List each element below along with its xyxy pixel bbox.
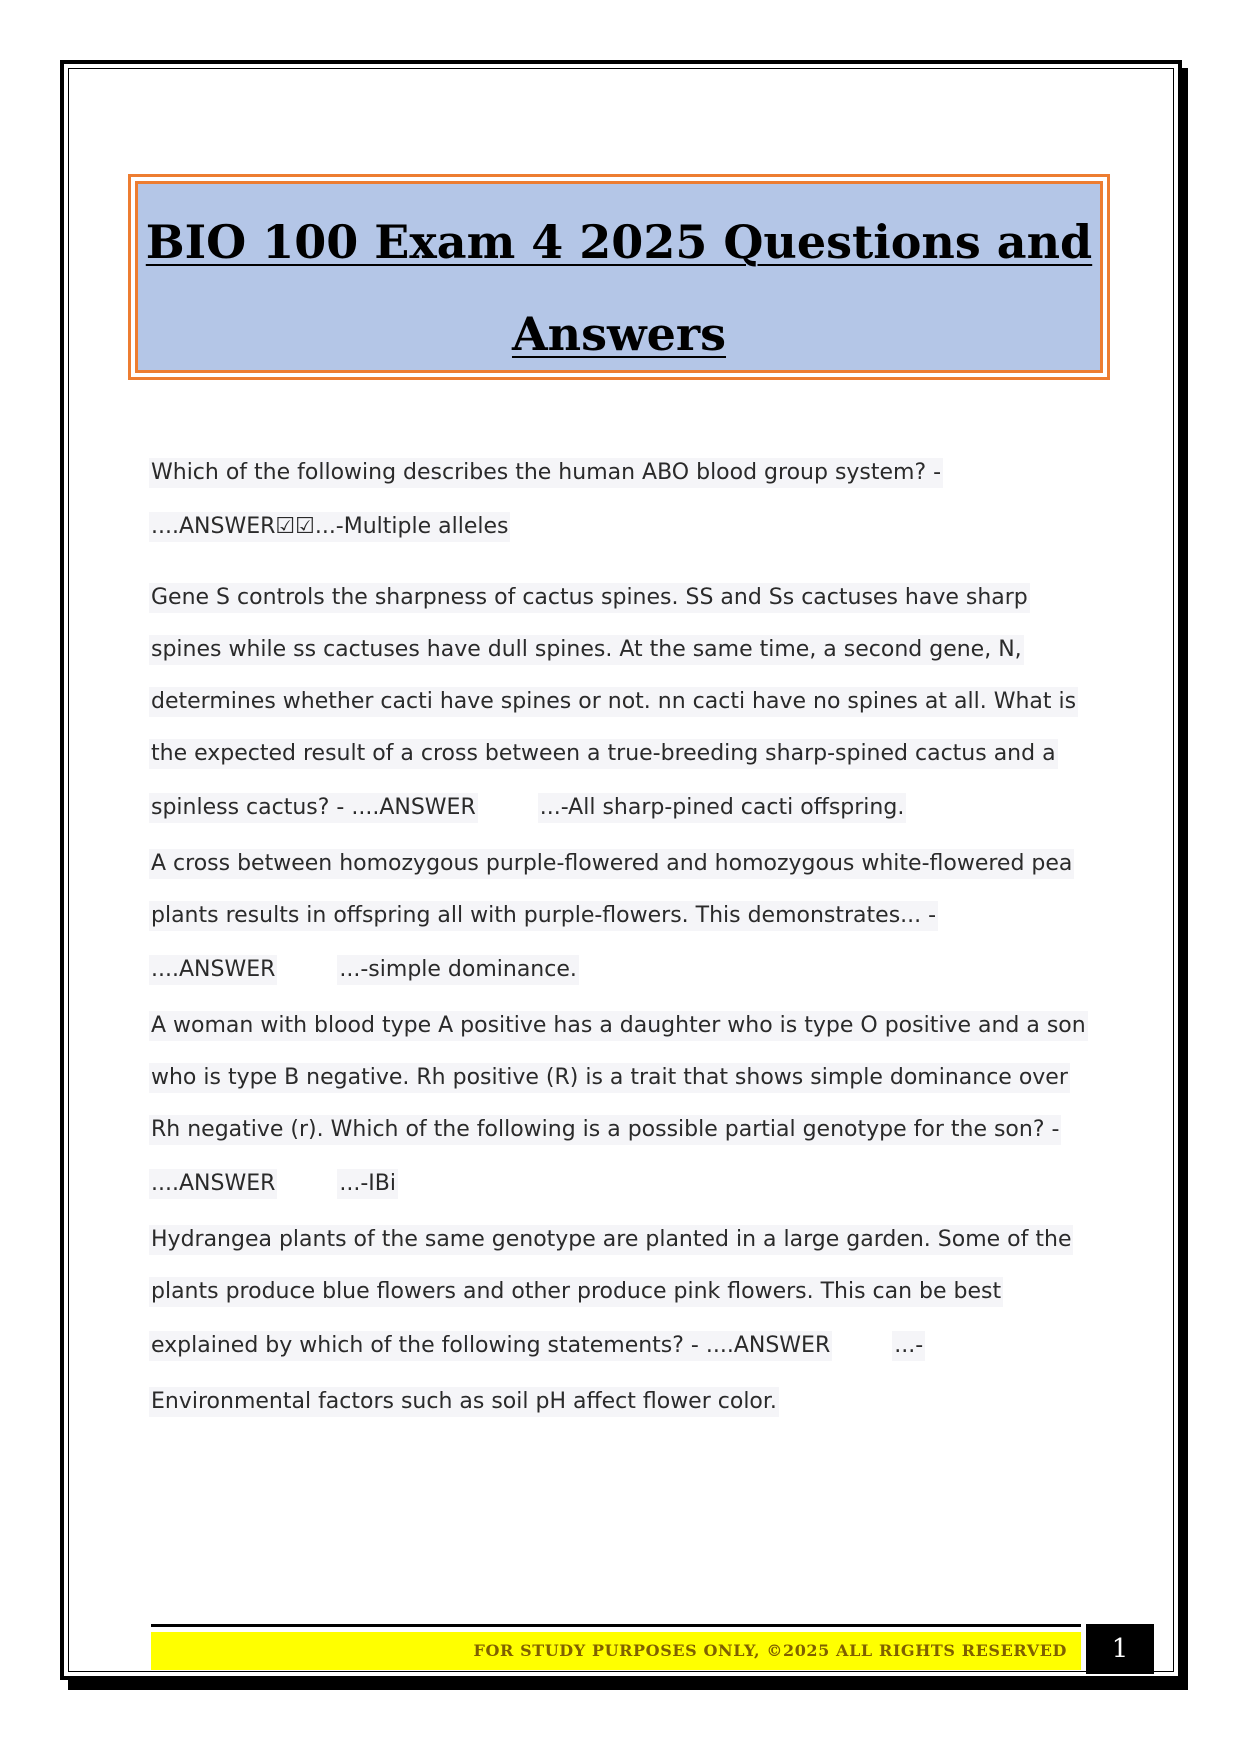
qa-line	[149, 739, 1058, 769]
answer-gap	[277, 961, 337, 983]
answer-label: ....ANSWER	[149, 1169, 277, 1199]
footer-divider	[151, 1624, 1081, 1627]
title-box-inner	[135, 181, 1103, 373]
answer-label: ....ANSWER	[149, 955, 277, 985]
answer-gap	[277, 1175, 337, 1197]
qa-line	[149, 583, 1030, 613]
question-text: spines while ss cactuses have dull spines. At the same time, a second gene, N,	[149, 635, 1024, 665]
qa-line	[149, 1331, 925, 1361]
question-text: Rh negative (r). Which of the following is a possible partial genotype for the son? -	[149, 1115, 1061, 1145]
document-title-line-2: Answers	[511, 307, 727, 361]
question-text: Gene S controls the sharpness of cactus spines. SS and Ss cactuses have sharp	[149, 583, 1030, 613]
footer-bar	[151, 1632, 1081, 1670]
answer-gap	[832, 1337, 892, 1359]
question-text: A woman with blood type A positive has a daughter who is type O positive and a son	[149, 1011, 1088, 1041]
qa-line	[149, 687, 1078, 717]
qa-line	[149, 1011, 1088, 1041]
question-text: determines whether cacti have spines or not. nn cacti have no spines at all. What is	[149, 687, 1078, 717]
question-text: the expected result of a cross between a true-breeding sharp-spined cactus and a	[149, 739, 1058, 769]
answer-text: ...-IBi	[337, 1169, 398, 1199]
title-box	[128, 174, 1110, 380]
qa-line	[149, 955, 579, 985]
question-text: Hydrangea plants of the same genotype are planted in a large garden. Some of the	[149, 1225, 1073, 1255]
document-title-line-1: BIO 100 Exam 4 2025 Questions and	[145, 215, 1093, 269]
question-text: Which of the following describes the human ABO blood group system? -	[149, 458, 943, 488]
answer-text: Environmental factors such as soil pH affect flower color.	[149, 1387, 779, 1417]
question-text: explained by which of the following statements? - ....ANSWER	[149, 1331, 832, 1361]
page-number-box	[1086, 1624, 1154, 1674]
qa-line	[149, 1387, 779, 1417]
footer-text: FOR STUDY PURPOSES ONLY, ©2025 ALL RIGHTS RESERVED	[473, 1641, 1067, 1660]
answer-text: ....ANSWER☑☑...-Multiple alleles	[149, 512, 510, 542]
qa-line	[149, 1169, 398, 1199]
qa-line	[149, 1277, 1003, 1307]
qa-line	[149, 793, 906, 823]
answer-text: ...-All sharp-pined cacti offspring.	[538, 793, 907, 823]
question-text: plants produce blue flowers and other produce pink flowers. This can be best	[149, 1277, 1003, 1307]
qa-line	[149, 849, 1074, 879]
question-text: spinless cactus? - ....ANSWER	[149, 793, 478, 823]
qa-line	[149, 1115, 1061, 1145]
question-text: A cross between homozygous purple-flowered and homozygous white-flowered pea	[149, 849, 1074, 879]
answer-text: ...-simple dominance.	[337, 955, 579, 985]
qa-line	[149, 901, 938, 931]
question-text: who is type B negative. Rh positive (R) is a trait that shows simple dominance over	[149, 1063, 1070, 1093]
qa-line	[149, 458, 943, 488]
qa-line	[149, 512, 510, 542]
qa-line	[149, 1225, 1073, 1255]
page-number: 1	[1111, 1634, 1129, 1664]
qa-line	[149, 1063, 1070, 1093]
qa-line	[149, 635, 1024, 665]
answer-gap	[478, 799, 538, 821]
question-text: plants results in offspring all with purple-flowers. This demonstrates... -	[149, 901, 938, 931]
answer-label: ...-	[892, 1331, 925, 1361]
